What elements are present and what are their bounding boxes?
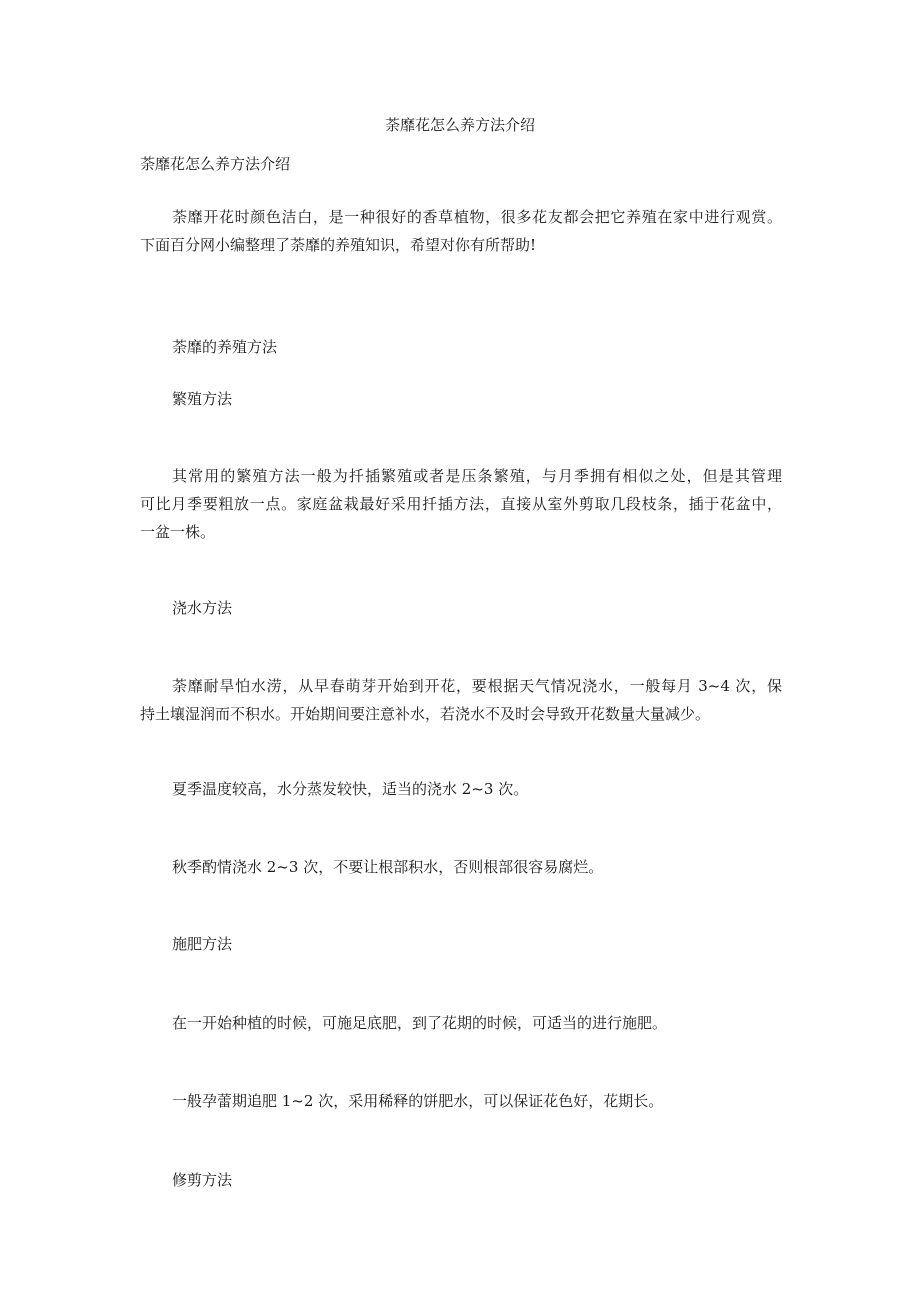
watering-line-1: 荼靡耐旱怕水涝，从早春萌芽开始到开花，要根据天气情况浇水，一般每月 3~4 次，保 bbox=[172, 677, 782, 695]
propagation-line-3: 一盆一株。 bbox=[140, 523, 216, 541]
section-heading-fertilizing: 施肥方法 bbox=[172, 935, 233, 953]
fertilizing-text-1: 在一开始种植的时候，可施足底肥，到了花期的时候，可适当的进行施肥。 bbox=[172, 1014, 668, 1032]
section-heading-propagation: 繁殖方法 bbox=[172, 390, 233, 408]
section-heading-watering: 浇水方法 bbox=[172, 599, 233, 617]
watering-line-2: 持土壤湿润而不积水。开始期间要注意补水，若浇水不及时会导致开花数量大量减少。 bbox=[140, 705, 711, 723]
section-heading-pruning: 修剪方法 bbox=[172, 1171, 233, 1189]
summer-watering-text: 夏季温度较高，水分蒸发较快，适当的浇水 2~3 次。 bbox=[172, 780, 529, 798]
intro-line-1: 荼靡开花时颜色洁白，是一种很好的香草植物，很多花友都会把它养殖在家中进行观赏。 bbox=[172, 208, 782, 226]
propagation-line-2: 可比月季要粗放一点。家庭盆栽最好采用扦插方法，直接从室外剪取几段枝条，插于花盆中， bbox=[140, 495, 782, 513]
intro-line-2: 下面百分网小编整理了荼靡的养殖知识，希望对你有所帮助! bbox=[140, 236, 537, 254]
fertilizing-text-2: 一般孕蕾期追肥 1~2 次，采用稀释的饼肥水，可以保证花色好，花期长。 bbox=[172, 1092, 664, 1110]
page-title: 荼靡花怎么养方法介绍 bbox=[384, 116, 535, 134]
section-heading-care: 荼靡的养殖方法 bbox=[172, 338, 278, 356]
propagation-line-1: 其常用的繁殖方法一般为扦插繁殖或者是压条繁殖，与月季拥有相似之处，但是其管理 bbox=[172, 467, 782, 485]
autumn-watering-text: 秋季酌情浇水 2~3 次，不要让根部积水，否则根部很容易腐烂。 bbox=[172, 858, 604, 876]
document-subtitle: 荼靡花怎么养方法介绍 bbox=[140, 155, 291, 173]
